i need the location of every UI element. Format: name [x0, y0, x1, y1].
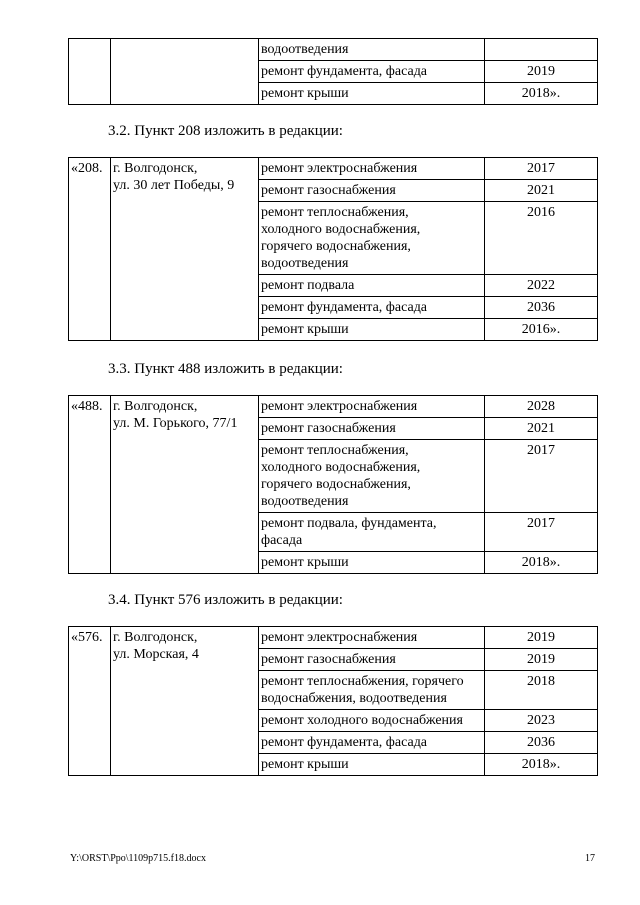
table-row — [69, 158, 598, 180]
work-cell: ремонт газоснабжения — [259, 180, 485, 202]
year-cell: 2036 — [485, 297, 598, 319]
year-cell: 2016 — [485, 202, 598, 275]
section-heading: 3.4. Пункт 576 изложить в редакции: — [108, 592, 343, 608]
footer-file-path: Y:\ORST\Ppo\1109p715.f18.docx — [70, 853, 206, 864]
table-continuation — [68, 38, 598, 105]
year-cell: 2016». — [485, 319, 598, 341]
year-cell: 2019 — [485, 627, 598, 649]
work-cell: ремонт крыши — [259, 552, 485, 574]
year-cell: 2017 — [485, 440, 598, 513]
footer-page-number: 17 — [585, 853, 595, 864]
year-cell: 2018». — [485, 754, 598, 776]
year-cell: 2018». — [485, 552, 598, 574]
table-item-488 — [68, 395, 598, 574]
work-cell: ремонт холодного водоснабжения — [259, 710, 485, 732]
work-cell: водоотведения — [259, 39, 485, 61]
address-cell — [111, 39, 259, 105]
year-cell: 2017 — [485, 158, 598, 180]
year-cell: 2018». — [485, 83, 598, 105]
work-cell: ремонт электроснабжения — [259, 158, 485, 180]
year-cell: 2017 — [485, 513, 598, 552]
work-cell: ремонт фундамента, фасада — [259, 297, 485, 319]
year-cell: 2023 — [485, 710, 598, 732]
year-cell: 2021 — [485, 418, 598, 440]
section-heading: 3.2. Пункт 208 изложить в редакции: — [108, 123, 343, 139]
work-cell: ремонт теплоснабжения, холодного водоснабжения, горячего водоснабжения, водоотведения — [259, 202, 485, 275]
work-cell: ремонт электроснабжения — [259, 627, 485, 649]
work-cell: ремонт газоснабжения — [259, 418, 485, 440]
year-cell: 2018 — [485, 671, 598, 710]
work-cell: ремонт фундамента, фасада — [259, 732, 485, 754]
num-cell — [69, 39, 111, 105]
work-cell: ремонт фундамента, фасада — [259, 61, 485, 83]
year-cell: 2019 — [485, 649, 598, 671]
work-cell: ремонт теплоснабжения, горячего водоснабжения, водоотведения — [259, 671, 485, 710]
year-cell: 2021 — [485, 180, 598, 202]
work-cell: ремонт подвала — [259, 275, 485, 297]
work-cell: ремонт крыши — [259, 319, 485, 341]
table-row — [69, 396, 598, 418]
address-cell: г. Волгодонск, ул. Морская, 4 — [111, 627, 259, 776]
address-cell: г. Волгодонск, ул. М. Горького, 77/1 — [111, 396, 259, 574]
work-cell: ремонт газоснабжения — [259, 649, 485, 671]
address-cell: г. Волгодонск, ул. 30 лет Победы, 9 — [111, 158, 259, 341]
year-cell: 2019 — [485, 61, 598, 83]
year-cell: 2022 — [485, 275, 598, 297]
work-cell: ремонт электроснабжения — [259, 396, 485, 418]
year-cell — [485, 39, 598, 61]
work-cell: ремонт крыши — [259, 754, 485, 776]
work-cell: ремонт крыши — [259, 83, 485, 105]
table-item-576 — [68, 626, 598, 776]
table-row — [69, 39, 598, 61]
year-cell: 2028 — [485, 396, 598, 418]
year-cell: 2036 — [485, 732, 598, 754]
num-cell: «488. — [69, 396, 111, 574]
table-item-208 — [68, 157, 598, 341]
table-row — [69, 627, 598, 649]
work-cell: ремонт теплоснабжения, холодного водоснабжения, горячего водоснабжения, водоотведения — [259, 440, 485, 513]
work-cell: ремонт подвала, фундамента, фасада — [259, 513, 485, 552]
section-heading: 3.3. Пункт 488 изложить в редакции: — [108, 361, 343, 377]
num-cell: «576. — [69, 627, 111, 776]
num-cell: «208. — [69, 158, 111, 341]
